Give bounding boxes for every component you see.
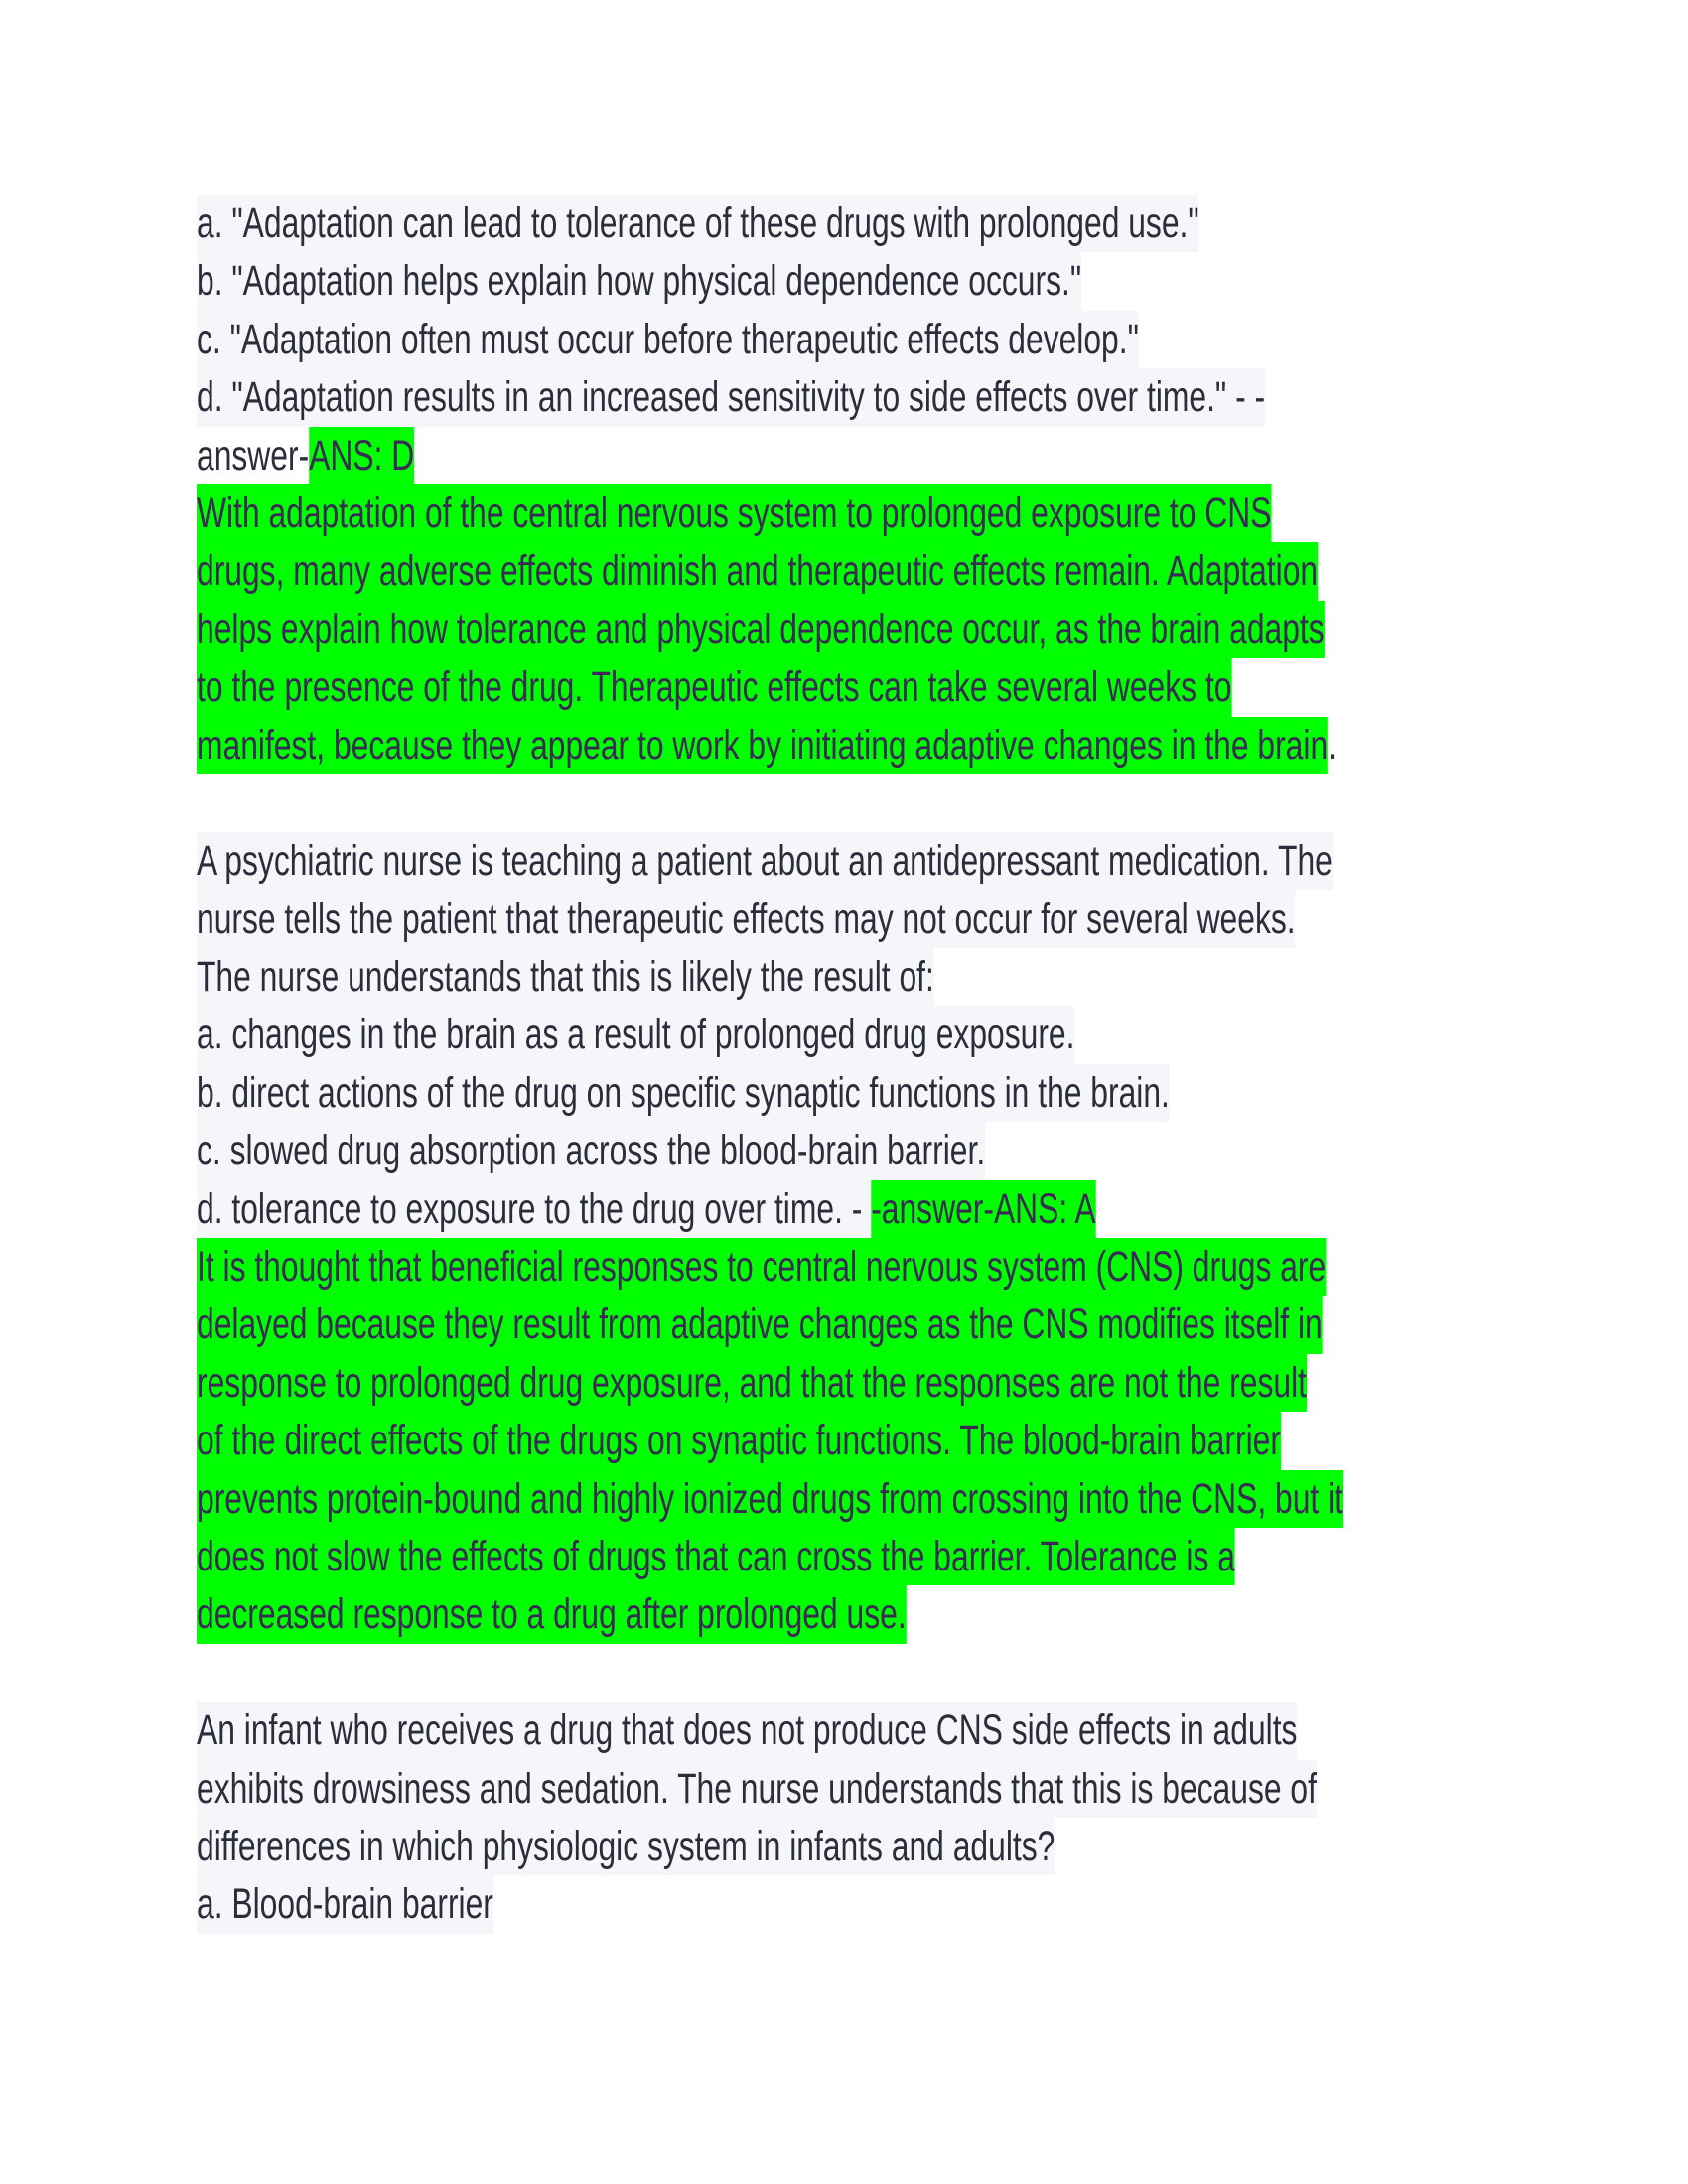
text-segment: The nurse understands that this is likely the result of:	[197, 948, 934, 1006]
text-segment: exhibits drowsiness and sedation. The nurse understands that this is because of	[197, 1760, 1317, 1818]
text-segment: d. tolerance to exposure to the drug over time. -	[197, 1180, 871, 1238]
text-segment: An infant who receives a drug that does not produce CNS side effects in adults	[197, 1702, 1297, 1759]
text-line	[197, 717, 1343, 774]
highlighted-answer-text: to the presence of the drug. Therapeutic effects can take several weeks to	[197, 658, 1231, 716]
text-segment: c. slowed drug absorption across the blood-brain barrier.	[197, 1122, 985, 1179]
text-segment: answer-	[197, 431, 310, 479]
blank-line	[197, 1644, 1343, 1702]
text-segment: differences in which physiologic system in infants and adults?	[197, 1818, 1055, 1875]
text-segment: .	[1328, 721, 1337, 769]
highlighted-answer-text: prevents protein-bound and highly ionized drugs from crossing into the CNS, but it	[197, 1470, 1343, 1528]
text-line	[197, 1180, 1343, 1238]
highlighted-answer-text: drugs, many adverse effects diminish and therapeutic effects remain. Adaptation	[197, 542, 1318, 600]
text-line	[197, 1760, 1343, 1818]
text-segment: b. direct actions of the drug on specific synaptic functions in the brain.	[197, 1064, 1170, 1122]
text-line	[197, 1528, 1343, 1585]
text-segment: A psychiatric nurse is teaching a patient about an antidepressant medication. The	[197, 832, 1333, 889]
highlighted-answer-text: does not slow the effects of drugs that can cross the barrier. Tolerance is a	[197, 1528, 1235, 1585]
text-line	[197, 890, 1343, 948]
highlighted-answer-text: manifest, because they appear to work by initiating adaptive changes in the brain	[197, 717, 1328, 774]
blank-line	[197, 774, 1343, 832]
highlighted-answer-text: decreased response to a drug after prolonged use.	[197, 1585, 907, 1643]
text-segment: nurse tells the patient that therapeutic effects may not occur for several weeks.	[197, 890, 1296, 948]
document-page	[197, 195, 1688, 1934]
text-line	[197, 1006, 1343, 1063]
text-line	[197, 542, 1343, 600]
text-line	[197, 311, 1343, 368]
text-line	[197, 1818, 1343, 1875]
text-line	[197, 1585, 1343, 1643]
highlighted-answer-text: With adaptation of the central nervous system to prolonged exposure to CNS	[197, 484, 1271, 542]
text-line	[197, 1122, 1343, 1179]
text-line	[197, 1238, 1343, 1296]
text-line	[197, 195, 1343, 252]
text-line	[197, 484, 1343, 542]
text-line	[197, 1470, 1343, 1528]
text-line	[197, 1702, 1343, 1759]
text-line	[197, 1412, 1343, 1469]
text-segment: b. "Adaptation helps explain how physical dependence occurs."	[197, 252, 1081, 310]
highlighted-answer-text: -answer-ANS: A	[871, 1180, 1095, 1238]
highlighted-answer-text: ANS: D	[309, 427, 414, 484]
text-segment: a. "Adaptation can lead to tolerance of these drugs with prolonged use."	[197, 195, 1199, 252]
text-line	[197, 1875, 1343, 1933]
highlighted-answer-text: response to prolonged drug exposure, and that the responses are not the result	[197, 1354, 1307, 1412]
text-line	[197, 832, 1343, 889]
text-line	[197, 948, 1343, 1006]
text-line	[197, 368, 1343, 426]
text-line	[197, 252, 1343, 310]
text-segment: c. "Adaptation often must occur before therapeutic effects develop."	[197, 311, 1139, 368]
text-segment: a. changes in the brain as a result of prolonged drug exposure.	[197, 1006, 1074, 1063]
highlighted-answer-text: It is thought that beneficial responses to central nervous system (CNS) drugs are	[197, 1238, 1326, 1296]
text-line	[197, 658, 1343, 716]
highlighted-answer-text: delayed because they result from adaptive changes as the CNS modifies itself in	[197, 1296, 1323, 1353]
highlighted-answer-text: helps explain how tolerance and physical dependence occur, as the brain adapts	[197, 601, 1325, 658]
text-segment: d. "Adaptation results in an increased sensitivity to side effects over time." - -	[197, 368, 1265, 426]
text-line	[197, 427, 1343, 484]
text-line	[197, 1064, 1343, 1122]
text-line	[197, 1354, 1343, 1412]
text-line	[197, 601, 1343, 658]
text-segment: a. Blood-brain barrier	[197, 1875, 493, 1933]
highlighted-answer-text: of the direct effects of the drugs on synaptic functions. The blood-brain barrier	[197, 1412, 1281, 1469]
text-line	[197, 1296, 1343, 1353]
